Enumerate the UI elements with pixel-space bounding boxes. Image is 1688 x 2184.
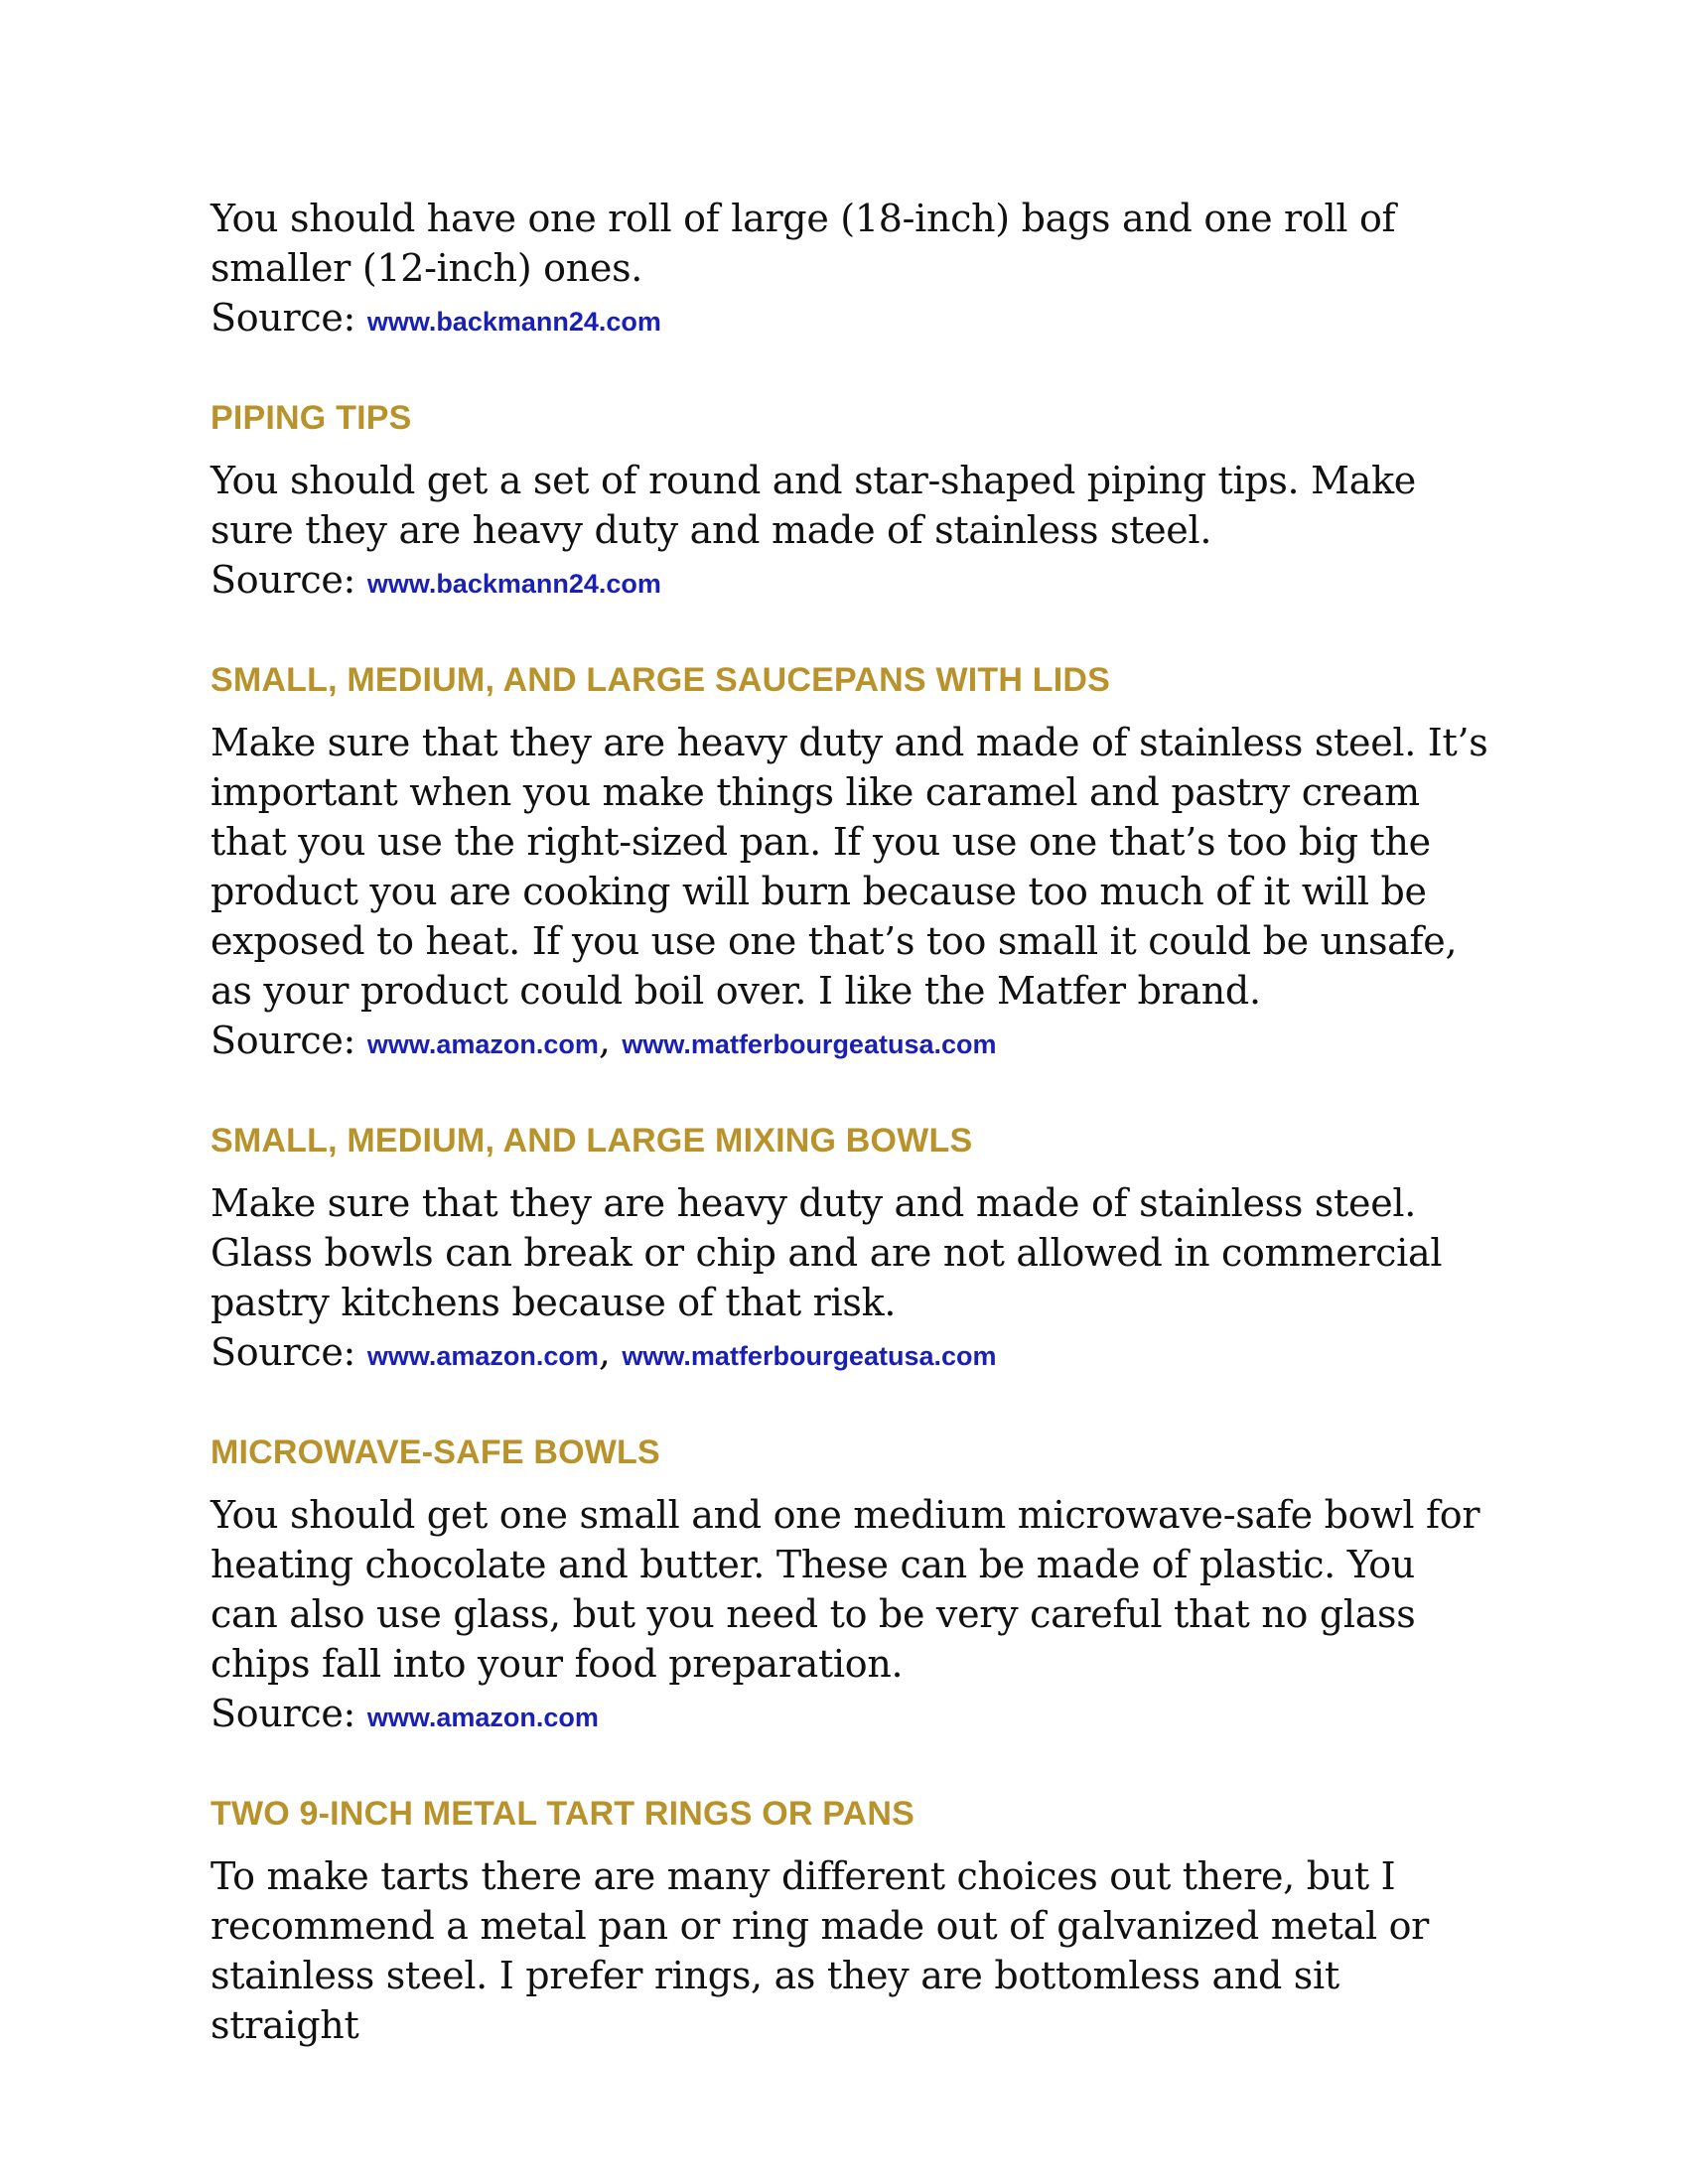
- intro-paragraph: You should have one roll of large (18-inch) bags and one roll of smaller (12-inch) ones.: [211, 197, 1396, 290]
- section-heading: SMALL, MEDIUM, AND LARGE MIXING BOWLS: [211, 1122, 973, 1160]
- document-page: [211, 194, 1491, 2050]
- section-mixing-bowls: [211, 1121, 1491, 1381]
- source-link-amazon[interactable]: www.amazon.com: [366, 1029, 599, 1059]
- section-tart-rings: [211, 1794, 1491, 2050]
- source-line: [211, 555, 1491, 609]
- section-paragraph: To make tarts there are many different choices out there, but I recommend a metal pan or ring made out of galvanized metal or stainless steel. I prefer rings, as they are bottomless and sit straight: [211, 1854, 1430, 2047]
- source-line: [211, 293, 1491, 346]
- source-label: Source:: [211, 1692, 367, 1735]
- section-heading: SMALL, MEDIUM, AND LARGE SAUCEPANS WITH LIDS: [211, 661, 1110, 699]
- source-line: [211, 1327, 1491, 1381]
- source-link-matfer[interactable]: www.matferbourgeatusa.com: [622, 1341, 997, 1371]
- section-paragraph: Make sure that they are heavy duty and made of stainless steel. Glass bowls can break or chip and are not allowed in commercial pastry kitchens because of that risk.: [211, 1181, 1443, 1324]
- intro-block: [211, 194, 1491, 346]
- section-paragraph: You should get a set of round and star-shaped piping tips. Make sure they are heavy duty and made of stainless steel.: [211, 459, 1416, 552]
- section-piping-tips: [211, 398, 1491, 609]
- link-separator: ,: [598, 1330, 623, 1374]
- source-link-backmann24[interactable]: www.backmann24.com: [366, 307, 661, 337]
- source-link-backmann24[interactable]: www.backmann24.com: [366, 569, 661, 599]
- source-link-amazon[interactable]: www.amazon.com: [366, 1341, 599, 1371]
- section-heading: TWO 9-INCH METAL TART RINGS OR PANS: [211, 1795, 915, 1833]
- source-label: Source:: [211, 1019, 367, 1062]
- source-link-matfer[interactable]: www.matferbourgeatusa.com: [622, 1029, 997, 1059]
- source-label: Source:: [211, 296, 367, 340]
- link-separator: ,: [598, 1019, 623, 1062]
- section-heading: PIPING TIPS: [211, 399, 412, 437]
- source-line: [211, 1016, 1491, 1069]
- source-link-amazon[interactable]: www.amazon.com: [366, 1703, 599, 1732]
- source-label: Source:: [211, 558, 367, 602]
- section-paragraph: You should get one small and one medium microwave-safe bowl for heating chocolate and butter. These can be made of plastic. You can also use glass, but you need to be very careful that no glass chips fall into your food preparation.: [211, 1493, 1480, 1686]
- section-paragraph: Make sure that they are heavy duty and made of stainless steel. It’s important when you make things like caramel and pastry cream that you use the right-sized pan. If you use one that’s too big the product you are cooking will burn because too much of it will be exposed to heat. If you use one that’s too small it could be unsafe, as your product could boil over. I like the Matfer brand.: [211, 721, 1488, 1013]
- section-heading: MICROWAVE-SAFE BOWLS: [211, 1433, 660, 1471]
- section-microwave-bowls: [211, 1433, 1491, 1742]
- source-line: [211, 1689, 1491, 1742]
- section-saucepans: [211, 660, 1491, 1069]
- source-label: Source:: [211, 1330, 367, 1374]
